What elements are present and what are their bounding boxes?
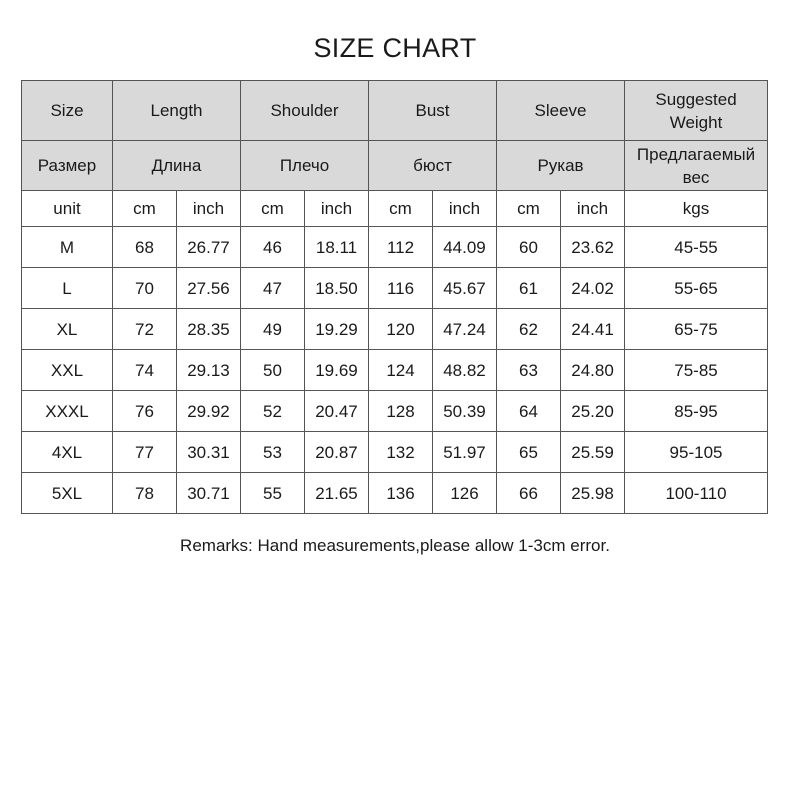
shoulder-inch-cell: 18.11	[305, 227, 369, 268]
bust-inch-cell: 47.24	[433, 309, 497, 350]
length-inch-cell: 27.56	[177, 268, 241, 309]
remarks-note: Remarks: Hand measurements,please allow 1-3cm error.	[180, 536, 610, 555]
header-length-ru: Длина	[113, 141, 241, 191]
shoulder-cm-cell: 50	[241, 350, 305, 391]
bust-inch-cell: 51.97	[433, 432, 497, 473]
header-size: Size	[22, 81, 113, 141]
unit-sleeve-inch: inch	[561, 191, 625, 227]
unit-shoulder-inch: inch	[305, 191, 369, 227]
header-bust-ru: бюст	[369, 141, 497, 191]
size-cell: M	[22, 227, 113, 268]
shoulder-inch-cell: 20.47	[305, 391, 369, 432]
unit-shoulder-cm: cm	[241, 191, 305, 227]
unit-weight: kgs	[625, 191, 768, 227]
shoulder-cm-cell: 46	[241, 227, 305, 268]
shoulder-inch-cell: 21.65	[305, 473, 369, 514]
length-cm-cell: 78	[113, 473, 177, 514]
sleeve-inch-cell: 24.02	[561, 268, 625, 309]
sleeve-cm-cell: 60	[497, 227, 561, 268]
sleeve-cm-cell: 66	[497, 473, 561, 514]
chart-title: SIZE CHART	[313, 33, 477, 63]
table-row	[22, 391, 768, 432]
weight-cell: 95-105	[625, 432, 768, 473]
unit-row	[22, 191, 768, 227]
header-length: Length	[113, 81, 241, 141]
sleeve-inch-cell: 24.41	[561, 309, 625, 350]
shoulder-cm-cell: 55	[241, 473, 305, 514]
weight-cell: 75-85	[625, 350, 768, 391]
header-sleeve-ru: Рукав	[497, 141, 625, 191]
size-cell: XXL	[22, 350, 113, 391]
size-cell: L	[22, 268, 113, 309]
length-cm-cell: 70	[113, 268, 177, 309]
unit-label: unit	[22, 191, 113, 227]
bust-inch-cell: 44.09	[433, 227, 497, 268]
bust-inch-cell: 48.82	[433, 350, 497, 391]
shoulder-inch-cell: 20.87	[305, 432, 369, 473]
sleeve-cm-cell: 65	[497, 432, 561, 473]
size-cell: 4XL	[22, 432, 113, 473]
length-cm-cell: 74	[113, 350, 177, 391]
sleeve-inch-cell: 24.80	[561, 350, 625, 391]
length-cm-cell: 76	[113, 391, 177, 432]
bust-inch-cell: 126	[433, 473, 497, 514]
length-cm-cell: 77	[113, 432, 177, 473]
shoulder-cm-cell: 47	[241, 268, 305, 309]
sleeve-inch-cell: 23.62	[561, 227, 625, 268]
sleeve-cm-cell: 61	[497, 268, 561, 309]
header-suggested-weight	[625, 81, 768, 141]
table-row	[22, 473, 768, 514]
weight-cell: 45-55	[625, 227, 768, 268]
size-cell: 5XL	[22, 473, 113, 514]
length-cm-cell: 68	[113, 227, 177, 268]
unit-bust-inch: inch	[433, 191, 497, 227]
length-inch-cell: 28.35	[177, 309, 241, 350]
unit-sleeve-cm: cm	[497, 191, 561, 227]
length-cm-cell: 72	[113, 309, 177, 350]
bust-cm-cell: 112	[369, 227, 433, 268]
bust-cm-cell: 132	[369, 432, 433, 473]
sleeve-cm-cell: 64	[497, 391, 561, 432]
sleeve-inch-cell: 25.20	[561, 391, 625, 432]
weight-cell: 85-95	[625, 391, 768, 432]
length-inch-cell: 29.92	[177, 391, 241, 432]
table-row	[22, 309, 768, 350]
length-inch-cell: 30.71	[177, 473, 241, 514]
header-row-russian	[22, 141, 768, 191]
length-inch-cell: 29.13	[177, 350, 241, 391]
header-row-english	[22, 81, 768, 141]
bust-inch-cell: 50.39	[433, 391, 497, 432]
shoulder-cm-cell: 53	[241, 432, 305, 473]
weight-cell: 55-65	[625, 268, 768, 309]
bust-cm-cell: 136	[369, 473, 433, 514]
unit-bust-cm: cm	[369, 191, 433, 227]
length-inch-cell: 26.77	[177, 227, 241, 268]
bust-inch-cell: 45.67	[433, 268, 497, 309]
header-suggested-weight-label: Suggested Weight	[655, 89, 737, 132]
sleeve-inch-cell: 25.59	[561, 432, 625, 473]
header-bust: Bust	[369, 81, 497, 141]
weight-cell: 65-75	[625, 309, 768, 350]
sleeve-cm-cell: 62	[497, 309, 561, 350]
table-row	[22, 227, 768, 268]
header-size-ru: Размер	[22, 141, 113, 191]
header-sleeve: Sleeve	[497, 81, 625, 141]
size-cell: XL	[22, 309, 113, 350]
shoulder-cm-cell: 49	[241, 309, 305, 350]
bust-cm-cell: 120	[369, 309, 433, 350]
shoulder-cm-cell: 52	[241, 391, 305, 432]
bust-cm-cell: 116	[369, 268, 433, 309]
unit-length-cm: cm	[113, 191, 177, 227]
weight-cell: 100-110	[625, 473, 768, 514]
length-inch-cell: 30.31	[177, 432, 241, 473]
shoulder-inch-cell: 19.29	[305, 309, 369, 350]
unit-length-inch: inch	[177, 191, 241, 227]
sleeve-inch-cell: 25.98	[561, 473, 625, 514]
bust-cm-cell: 128	[369, 391, 433, 432]
header-suggested-weight-ru: Предлагаемый вес	[625, 141, 768, 191]
table-row	[22, 432, 768, 473]
bust-cm-cell: 124	[369, 350, 433, 391]
size-cell: XXXL	[22, 391, 113, 432]
table-row	[22, 350, 768, 391]
table-row	[22, 268, 768, 309]
size-chart-table	[21, 80, 768, 514]
header-shoulder: Shoulder	[241, 81, 369, 141]
shoulder-inch-cell: 19.69	[305, 350, 369, 391]
sleeve-cm-cell: 63	[497, 350, 561, 391]
header-shoulder-ru: Плечо	[241, 141, 369, 191]
shoulder-inch-cell: 18.50	[305, 268, 369, 309]
